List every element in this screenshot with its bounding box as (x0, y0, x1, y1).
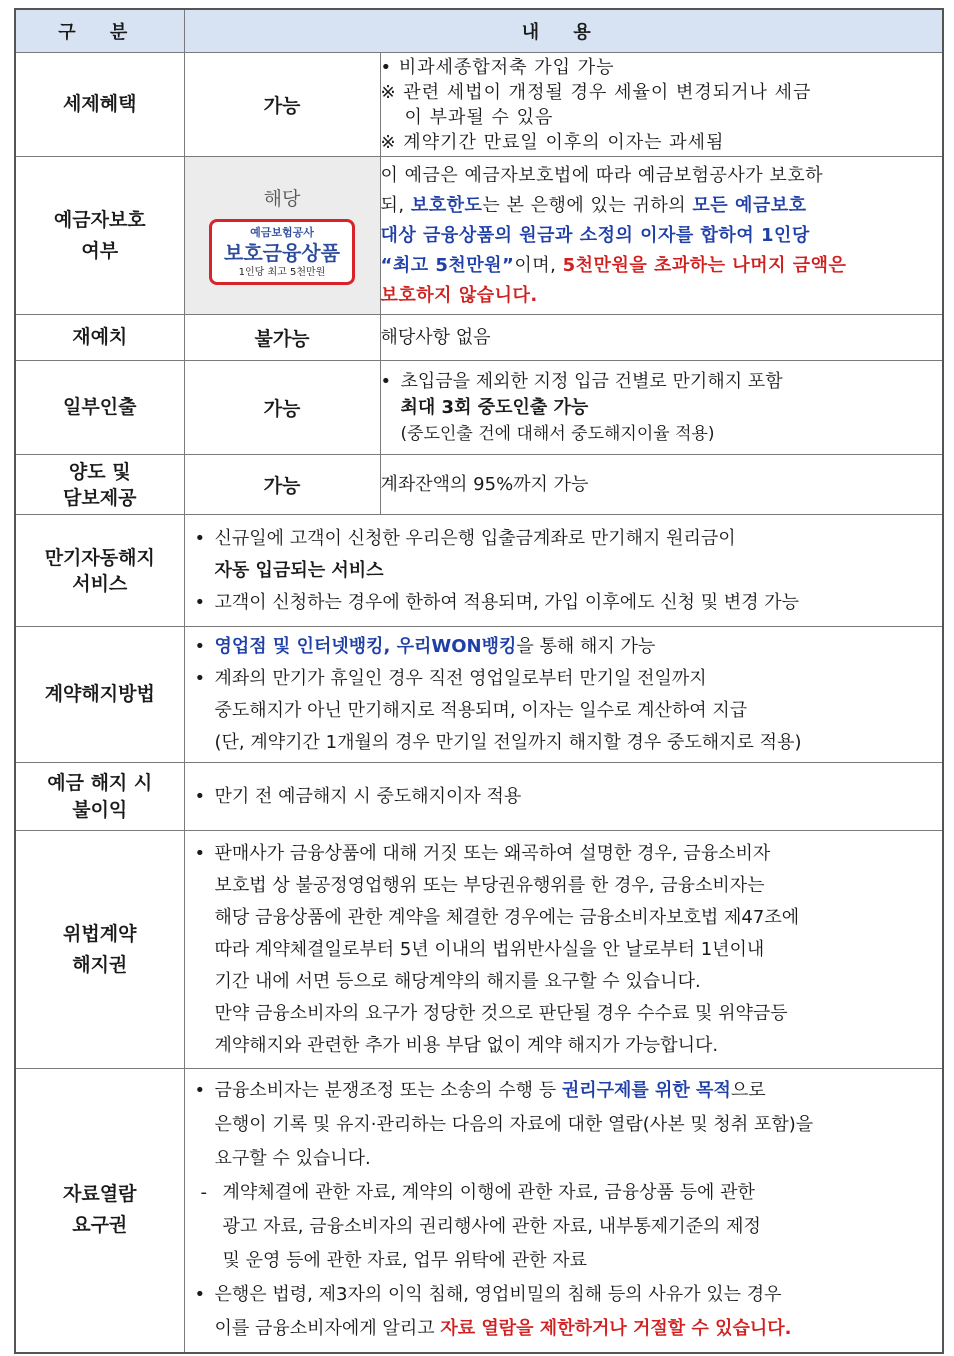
category-line: 요구권 (72, 1214, 128, 1237)
row-content (184, 831, 943, 1069)
row-category: 재예치 (15, 315, 184, 361)
header-content: 내 용 (184, 9, 943, 53)
text: 되, (380, 194, 411, 216)
logo-line: 예금보험공사 (250, 226, 314, 239)
text-highlight: “최고 5천만원” (380, 254, 515, 276)
category-line: 해지권 (72, 953, 128, 976)
row-category (15, 157, 184, 315)
row-content (380, 361, 943, 455)
content-line: 자동 입금되는 서비스 (214, 559, 384, 581)
dash-item: - 계약체결에 관한 자료, 계약의 이행에 관한 자료, 금융상품 등에 관한 (200, 1182, 755, 1204)
protection-status: 해당 (263, 188, 301, 210)
row-content: 계좌잔액의 95%까지 가능 (380, 455, 943, 515)
category-line: 불이익 (72, 798, 128, 821)
text-highlight: 영업점 및 인터넷뱅킹, 우리WON뱅킹 (214, 635, 517, 657)
row-content (380, 53, 943, 157)
category-line: 위법계약 (63, 922, 137, 945)
content-line: 중도해지가 아닌 만기해지로 적용되며, 이자는 일수로 계산하여 지급 (214, 699, 748, 721)
row-content (184, 1069, 943, 1353)
bullet-item: • 판매사가 금융상품에 대해 거짓 또는 왜곡하여 설명한 경우, 금융소비자 (194, 842, 771, 864)
category-line: 담보제공 (63, 486, 137, 509)
row-category (15, 831, 184, 1069)
category-line: 서비스 (72, 572, 128, 595)
logo-line: 1인당 최고 5천만원 (238, 267, 326, 278)
text: 을 통해 해지 가능 (516, 635, 656, 657)
text: 는 본 은행에 있는 귀하의 (482, 194, 693, 216)
bullet-item: • 영업점 및 인터넷뱅킹, 우리WON뱅킹을 통해 해지 가능 (194, 635, 656, 657)
bullet-item: • 초입금을 제외한 지정 입금 건별로 만기해지 포함 (380, 370, 783, 392)
content-line: 최대 3회 중도인출 가능 (400, 396, 589, 418)
row-category: 일부인출 (15, 361, 184, 455)
category-line: 예금자보호 (53, 208, 146, 231)
row-category (15, 515, 184, 627)
content-line: • 비과세종합저축 가입 가능 (380, 56, 615, 78)
row-content: 해당사항 없음 (380, 315, 943, 361)
logo-line: 보호금융상품 (224, 241, 340, 265)
content-line: 및 운영 등에 관한 자료, 업무 위탁에 관한 자료 (222, 1250, 587, 1272)
row-content (380, 157, 943, 315)
content-line: (단, 계약기간 1개월의 경우 만기일 전일까지 해지할 경우 중도해지로 적용) (214, 731, 802, 753)
row-content (184, 627, 943, 763)
row-category (15, 763, 184, 831)
row-early-termination-penalty (15, 763, 943, 831)
category-line: 여부 (81, 239, 119, 262)
content-line: 대상 금융상품의 원금과 소정의 이자를 합하여 1인당 (380, 224, 810, 246)
category-line: 예금 해지 시 (47, 771, 153, 794)
category-line: 만기자동해지 (44, 546, 155, 569)
content-line: 따라 계약체결일로부터 5년 이내의 법위반사실을 안 날로부터 1년이내 (214, 938, 765, 960)
text-warning: 자료 열람을 제한하거나 거절할 수 있습니다. (440, 1318, 792, 1340)
content-line: 계약해지와 관련한 추가 비용 부담 없이 계약 해지가 가능합니다. (214, 1034, 719, 1056)
content-line: 보호법 상 불공정영업행위 또는 부당권유행위를 한 경우, 금융소비자는 (214, 874, 765, 896)
row-redeposit (15, 315, 943, 361)
row-status: 가능 (184, 455, 380, 515)
row-tax-benefit (15, 53, 943, 157)
content-line: 보호하지 않습니다. (380, 284, 538, 306)
content-line: 기간 내에 서면 등으로 해당계약의 해지를 요구할 수 있습니다. (214, 970, 701, 992)
row-partial-withdrawal (15, 361, 943, 455)
content-line: ※ 계약기간 만료일 이후의 이자는 과세됨 (380, 131, 725, 153)
row-transfer-collateral (15, 455, 943, 515)
content-line: 광고 자료, 금융소비자의 권리행사에 관한 자료, 내부통제기준의 제정 (222, 1216, 761, 1238)
content-line: (중도인출 건에 대해서 중도해지이율 적용) (400, 423, 715, 444)
content-line (381, 191, 943, 221)
row-status: 가능 (184, 361, 380, 455)
content-line: 이 부과될 수 있음 (404, 106, 554, 128)
bullet-item: • 만기 전 예금해지 시 중도해지이자 적용 (194, 785, 522, 807)
text-highlight: 보호한도 (410, 194, 483, 216)
row-cancel-method (15, 627, 943, 763)
content-line: 요구할 수 있습니다. (214, 1148, 371, 1170)
bullet-item: • 계좌의 만기가 휴일인 경우 직전 영업일로부터 만기일 전일까지 (194, 667, 707, 689)
text: 금융소비자는 분쟁조정 또는 소송의 수행 등 (214, 1080, 562, 1102)
table-header-row (15, 9, 943, 53)
product-info-table (14, 8, 944, 1354)
category-line: 양도 및 (68, 460, 131, 483)
bullet-item: • 은행은 법령, 제3자의 이익 침해, 영업비밀의 침해 등의 사유가 있는 경우 (194, 1284, 782, 1306)
text-highlight: 모든 예금보호 (692, 194, 807, 216)
text-highlight: 권리구제를 위한 목적 (561, 1080, 731, 1102)
row-category: 계약해지방법 (15, 627, 184, 763)
category-line: 자료열람 (63, 1183, 137, 1206)
row-illegal-contract-termination (15, 831, 943, 1069)
text: 이며, (514, 254, 563, 276)
row-content (184, 763, 943, 831)
protection-badge-cell (184, 157, 380, 315)
row-deposit-protection (15, 157, 943, 315)
row-content (184, 515, 943, 627)
content-line (195, 1312, 943, 1346)
row-auto-maturity (15, 515, 943, 627)
header-category: 구 분 (15, 9, 184, 53)
text-warning: 5천만원을 초과하는 나머지 금액은 (562, 254, 847, 276)
deposit-protection-logo (209, 219, 355, 285)
text: 으로 (730, 1080, 766, 1102)
content-line: ※ 관련 세법이 개정될 경우 세율이 변경되거나 세금 (380, 81, 812, 103)
row-category: 세제혜택 (15, 53, 184, 157)
bullet-item: • 고객이 신청하는 경우에 한하여 적용되며, 가입 이후에도 신청 및 변경 가능 (194, 591, 800, 613)
bullet-item: • 금융소비자는 분쟁조정 또는 소송의 수행 등 권리구제를 위한 목적으로 (194, 1080, 766, 1102)
row-status: 가능 (184, 53, 380, 157)
content-line (381, 251, 943, 281)
content-line: 이 예금은 예금자보호법에 따라 예금보험공사가 보호하 (380, 164, 824, 186)
row-status: 불가능 (184, 315, 380, 361)
content-line: 만약 금융소비자의 요구가 정당한 것으로 판단될 경우 수수료 및 위약금등 (214, 1002, 788, 1024)
text: 이를 금융소비자에게 알리고 (214, 1318, 441, 1340)
content-line: 은행이 기록 및 유지·관리하는 다음의 자료에 대한 열람(사본 및 청취 포함)을 (214, 1114, 814, 1136)
row-record-access-right (15, 1069, 943, 1353)
bullet-item: • 신규일에 고객이 신청한 우리은행 입출금계좌로 만기해지 원리금이 (194, 527, 736, 549)
row-category (15, 455, 184, 515)
row-category (15, 1069, 184, 1353)
content-line: 해당 금융상품에 관한 계약을 체결한 경우에는 금융소비자보호법 제47조에 (214, 906, 800, 928)
